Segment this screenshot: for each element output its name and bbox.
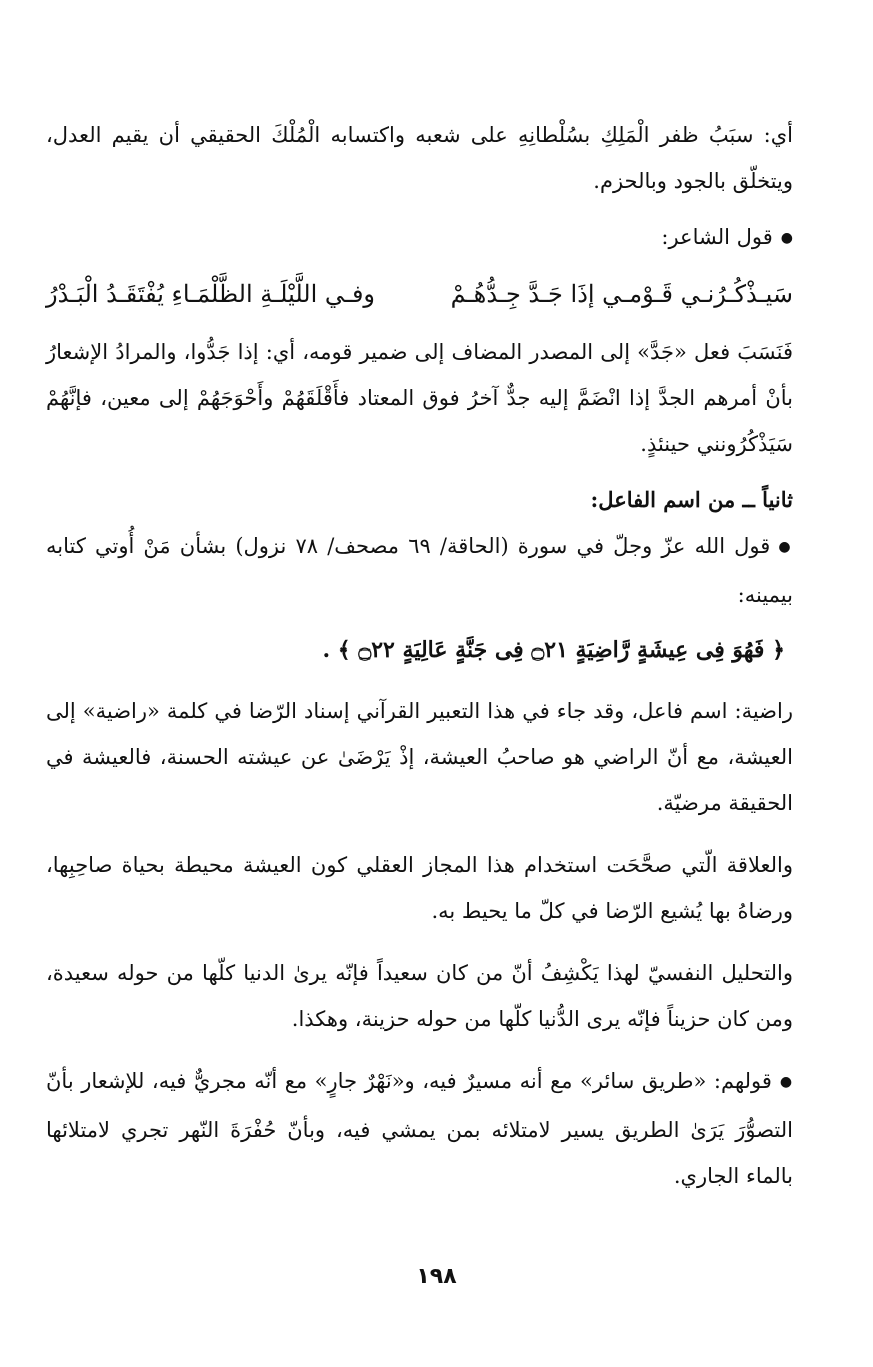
page-number: ١٩٨ bbox=[416, 1264, 457, 1289]
page-body bbox=[46, 112, 793, 1199]
verse-hemistich-right: سَيـذْكُـرُنـي قَـوْمـي إذَا جَـدَّ جِـدُّهُـمْ bbox=[450, 280, 793, 308]
paragraph-6: والتحليل النفسيّ لهذا يَكْشِفُ أنّ من كان سعيداً فإنّه يرىٰ الدنيا كلّها من حوله سعيدة، ومن كان حزيناً فإنّه يرى الدُّنيا كلّها من حوله حزينة، وهكذا. bbox=[46, 961, 793, 1031]
quran-verse: ﴿ فَهُوَ فِى عِيشَةٍ رَّاضِيَةٍ ۝٢١ فِى جَنَّةٍ عَالِيَةٍ ۝٢٢ ﴾ . bbox=[322, 637, 785, 663]
paragraph-7: ● قولهم: «طريق سائر» مع أنه مسيرٌ فيه، و«نَهْرٌ جارٍ» مع أنّه مجريٌّ فيه، للإشعار بأنّ التصوُّرَ يَرَىٰ الطريق يسير لامتلائه بمن يمشي فيه، وبأنّ حُفْرَةَ النّهر تجري لامتلائها بالماء الجاري. bbox=[46, 1058, 793, 1199]
paragraph-1: أي: سبَبُ ظفر الْمَلِكِ بسُلْطانِهِ على شعبه واكتسابه الْمُلْكَ الحقيقي أن يقيم العدل، ويتخلّق بالجود وبالحزم. bbox=[46, 123, 793, 193]
verse-hemistich-left: وفـي اللَّيْلَـةِ الظَّلْمَـاءِ يُفْتَقَـدُ الْبَـدْرُ bbox=[46, 280, 376, 308]
poetry-verse bbox=[46, 269, 793, 319]
paragraph-3: ● قول الله عزّ وجلّ في سورة (الحاقة/ ٦٩ مصحف/ ٧٨ نزول) بشأن مَنْ أُوتي كتابه بيمينه: bbox=[46, 523, 793, 618]
poet-intro: ● قول الشاعر: bbox=[46, 214, 793, 263]
section-heading: ثانياً ــ من اسم الفاعل: bbox=[590, 487, 793, 512]
paragraph-4: راضية: اسم فاعل، وقد جاء في هذا التعبير القرآني إسناد الرّضا في كلمة «راضية» إلى العيشة، مع أنّ الراضي هو صاحبُ العيشة، إذْ يَرْضَىٰ عن عيشته الحسنة، فالعيشة في الحقيقة مرضيّة. bbox=[46, 699, 793, 815]
paragraph-2: فَنَسَبَ فعل «جَدَّ» إلى المصدر المضاف إلى ضمير قومه، أي: إذا جَدُّوا، والمرادُ الإشعارُ بأنْ أمرهم الجدَّ إذا انْضَمَّ إليه جدٌّ آخرُ فوق المعتاد فأَقْلَقَهُمْ وأَحْوَجَهُمْ إلى معين، فإنَّهُمْ سَيَذْكُرُونني حينئذٍ. bbox=[46, 340, 793, 456]
paragraph-5: والعلاقة الّتي صحَّحَت استخدام هذا المجاز العقلي كون العيشة محيطة بحياة صاحِبِها، ورضاهُ بها يُشيع الرّضا في كلّ ما يحيط به. bbox=[46, 853, 793, 923]
